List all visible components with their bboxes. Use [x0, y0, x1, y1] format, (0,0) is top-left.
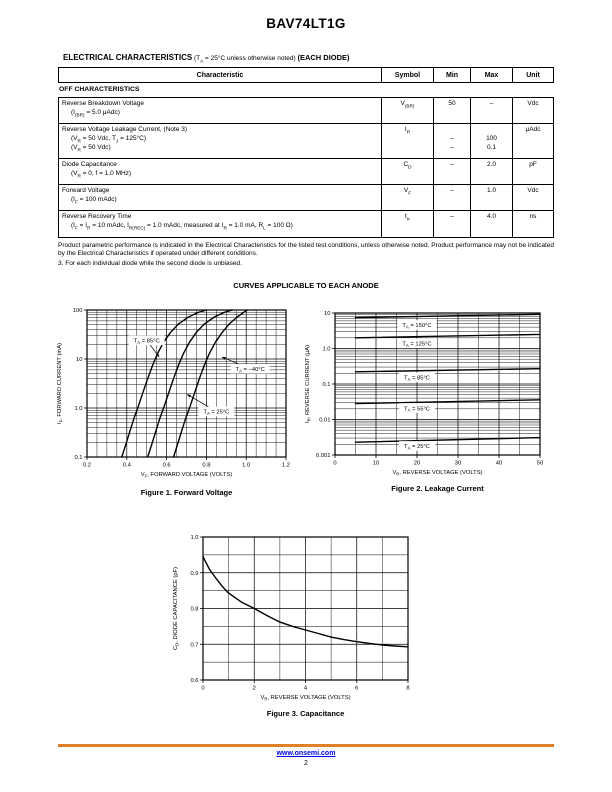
notes-paragraph: Product parametric performance is indicated in the Electrical Characteristics for the listed test conditions, unless otherwise noted. Product performance may not be indicated by the Electrical Characteristics if operated under different conditions. — [58, 241, 554, 258]
table-body — [58, 97, 554, 237]
svg-text:20: 20 — [413, 460, 421, 467]
cell-symbol: $V_{(BR)}$ — [382, 98, 434, 123]
cell-max: 1.0 — [471, 185, 513, 210]
svg-text:0.6: 0.6 — [190, 678, 199, 684]
svg-text:0.9: 0.9 — [190, 570, 199, 577]
cell-unit: Vdc — [527, 187, 539, 195]
figure-2 — [303, 300, 558, 493]
svg-text:IR, REVERSE CURRENT (μA): $I_R$, REVERSE CURRENT (μA) — [305, 344, 312, 424]
svg-text:0.8: 0.8 — [202, 462, 211, 469]
note-3: 3. For each individual diode while the second diode is unbiased. — [58, 259, 242, 267]
figure-2-series — [356, 334, 541, 337]
figure-1-series — [148, 310, 233, 457]
svg-text:0.001: 0.001 — [315, 453, 331, 459]
cell-unit: pF — [529, 161, 537, 169]
figure-3 — [158, 527, 428, 718]
table-row — [59, 159, 553, 185]
svg-text:0.8: 0.8 — [190, 606, 199, 613]
svg-text:IF, FORWARD CURRENT (mA): $I_F$, FORWARD CURRENT (mA) — [57, 342, 64, 425]
svg-text:1.0: 1.0 — [190, 535, 199, 541]
svg-text:0.1: 0.1 — [322, 382, 331, 388]
off-characteristics-label: OFF CHARACTERISTICS — [59, 86, 140, 94]
svg-text:TA = 55°C: $T_A = 55^\circ C$ — [404, 406, 430, 413]
figure-2-chart — [303, 300, 558, 478]
section-heading-main: ELECTRICAL CHARACTERISTICS — [63, 53, 193, 62]
svg-text:2: 2 — [252, 685, 256, 692]
cell-symbol: $V_F$ — [382, 185, 434, 210]
cell-max: 100 0.1 — [471, 124, 513, 158]
figure-3-caption: Figure 3. Capacitance — [266, 709, 345, 718]
svg-text:0.4: 0.4 — [122, 462, 131, 469]
cell-characteristic — [59, 159, 382, 184]
row-condition: ($I_F = I_R = 10$ mAdc, $I_{R(REC)} = 1.0$ mAdc, measured at $I_R = 1.0$ mA, $R_L = 100$ Ω) — [71, 221, 293, 231]
svg-text:0.2: 0.2 — [82, 462, 92, 469]
column-header-characteristic: Characteristic — [59, 68, 382, 82]
cell-characteristic — [59, 124, 382, 158]
table-row — [59, 98, 553, 124]
section-heading-conditions: ($T_A = 25^\circ C$ unless otherwise noted) — [194, 55, 296, 64]
row-characteristic: Reverse Breakdown Voltage — [62, 100, 145, 108]
row-characteristic: Reverse Recovery Time — [62, 213, 132, 221]
column-header-min: Min — [434, 68, 471, 82]
cell-characteristic — [59, 211, 382, 236]
row-characteristic: Diode Capacitance — [62, 161, 117, 169]
figure-2-caption: Figure 2. Leakage Current — [391, 484, 484, 493]
svg-text:0: 0 — [201, 685, 205, 692]
row-condition: ($V_R = 50$ Vdc, $T_J = 125^\circ C$) — [71, 134, 147, 144]
svg-text:50: 50 — [536, 460, 544, 467]
figure-1-chart — [48, 300, 303, 482]
svg-text:10: 10 — [76, 357, 83, 363]
svg-text:VR, REVERSE VOLTAGE (VOLTS): $V_R$, REVERSE VOLTAGE (VOLTS) — [260, 695, 351, 702]
svg-text:100: 100 — [72, 308, 83, 314]
svg-text:0: 0 — [333, 460, 337, 467]
svg-text:10: 10 — [372, 460, 380, 467]
svg-text:0.7: 0.7 — [190, 642, 199, 649]
svg-text:TA = 125°C: $T_A = 125^\circ C$ — [402, 341, 432, 348]
row-condition: ($V_R = 50$ Vdc) — [71, 143, 111, 152]
svg-text:TA = 150°C: $T_A = 150^\circ C$ — [402, 323, 432, 330]
cell-min: – — [434, 159, 471, 184]
cell-min: – – — [434, 124, 471, 158]
svg-text:1.2: 1.2 — [281, 462, 291, 469]
svg-text:VF, FORWARD VOLTAGE (VOLTS): $V_F$, FORWARD VOLTAGE (VOLTS) — [140, 472, 233, 479]
cell-characteristic — [59, 185, 382, 210]
row-condition: ($I_{(BR)} = 5.0$ μAdc) — [71, 108, 120, 118]
svg-text:TA = 25°C: $T_A = 25^\circ C$ — [203, 409, 230, 417]
svg-text:40: 40 — [495, 460, 503, 467]
figure-2-series — [356, 438, 541, 443]
cell-min: 50 — [434, 98, 471, 123]
figure-2-series — [356, 400, 541, 404]
svg-text:10: 10 — [324, 311, 331, 317]
svg-text:TA = 85°C: $T_A = 85^\circ C$ — [404, 375, 430, 382]
cell-characteristic — [59, 98, 382, 123]
cell-max: – — [471, 98, 513, 123]
section-heading — [63, 53, 350, 62]
svg-text:4: 4 — [303, 685, 308, 692]
figure-1 — [48, 300, 303, 497]
column-header-symbol: Symbol — [382, 68, 434, 82]
cell-symbol: $I_R$ — [382, 124, 434, 158]
cell-max: 2.0 — [471, 159, 513, 184]
svg-text:0.6: 0.6 — [162, 462, 171, 469]
svg-text:TA = 25°C: $T_A = 25^\circ C$ — [404, 444, 430, 451]
column-header-unit: Unit — [526, 72, 540, 79]
row-characteristic: Reverse Voltage Leakage Current, (Note 3) — [62, 126, 188, 134]
row-characteristic: Forward Voltage — [62, 187, 110, 195]
svg-text:1.0: 1.0 — [322, 346, 331, 353]
onsemi-link[interactable]: www.onsemi.com — [276, 750, 336, 757]
svg-text:1.0: 1.0 — [242, 462, 251, 469]
table-row — [59, 185, 553, 211]
page-title: BAV74LT1G — [266, 16, 346, 31]
row-condition: ($I_F = 100$ mAdc) — [71, 195, 117, 205]
svg-text:TA = 85°C: $T_A = 85^\circ C$ — [133, 338, 160, 345]
column-header-max: Max — [471, 68, 513, 82]
figure-1-caption: Figure 1. Forward Voltage — [140, 488, 233, 497]
table-row — [59, 124, 553, 159]
row-condition: ($V_R = 0$, f = 1.0 MHz) — [71, 169, 132, 178]
section-heading-suffix: (EACH DIODE) — [297, 53, 350, 62]
svg-text:CD, DIODE CAPACITANCE (pF): $C_D$, DIODE CAPACITANCE (pF) — [173, 566, 180, 651]
svg-text:0.1: 0.1 — [74, 455, 83, 461]
curves-heading: CURVES APPLICABLE TO EACH ANODE — [233, 281, 379, 290]
electrical-characteristics-table — [58, 67, 554, 268]
cell-unit: Vdc — [527, 100, 539, 108]
cell-unit: μAdc — [525, 126, 541, 134]
cell-symbol: $C_D$ — [382, 159, 434, 184]
cell-min: – — [434, 211, 471, 236]
svg-text:0.01: 0.01 — [319, 417, 331, 424]
svg-text:VR, REVERSE VOLTAGE (VOLTS): $V_R$, REVERSE VOLTAGE (VOLTS) — [392, 470, 483, 477]
footer-rule — [58, 744, 554, 747]
svg-text:TA = −40°C: $T_A = -40^\circ C$ — [235, 367, 265, 374]
svg-text:30: 30 — [454, 460, 462, 467]
figure-2-series — [356, 369, 541, 372]
table-row — [59, 211, 553, 236]
cell-min: – — [434, 185, 471, 210]
cell-max: 4.0 — [471, 211, 513, 236]
page-number: 2 — [304, 760, 308, 767]
svg-text:1.0: 1.0 — [74, 406, 83, 412]
cell-symbol: $t_{rr}$ — [382, 211, 434, 236]
figure-1-series — [122, 310, 207, 457]
svg-text:6: 6 — [355, 685, 359, 692]
table-header-row — [58, 67, 554, 83]
figure-3-chart — [158, 527, 428, 703]
svg-text:8: 8 — [406, 685, 410, 692]
cell-unit: ns — [529, 213, 537, 221]
